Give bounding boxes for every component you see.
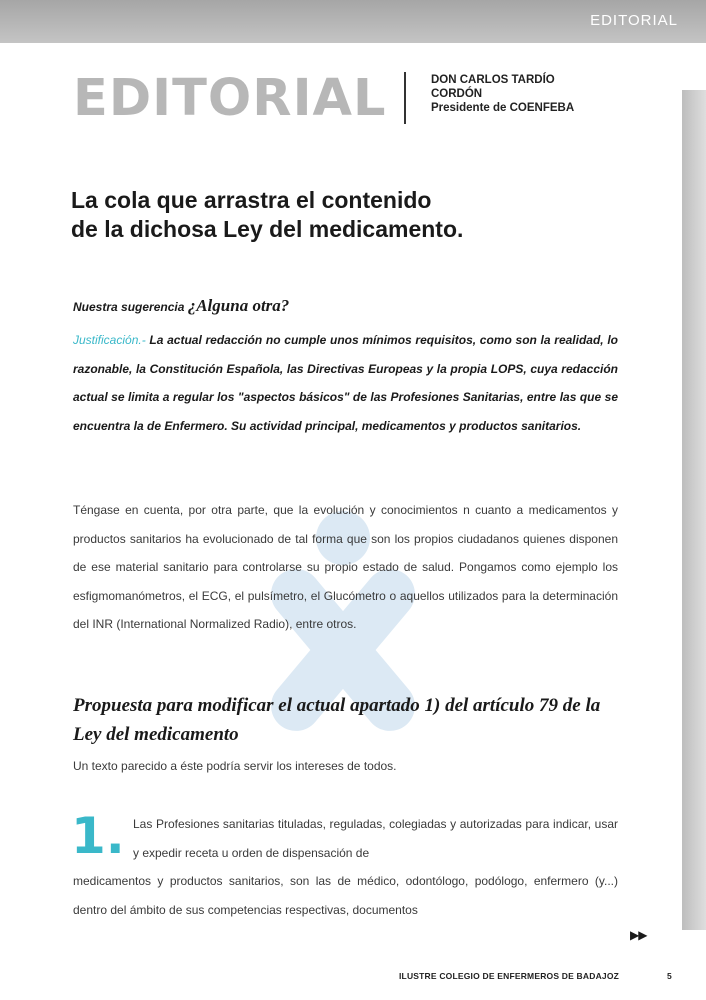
right-edge-bar: [682, 90, 706, 930]
author-role-prefix: Presidente de: [431, 102, 510, 114]
body-paragraph: Téngase en cuenta, por otra parte, que la evolución y conocimientos n cuanto a medicamentos y productos sanitarios ha evolucionado de tal forma que son los propios ciudadanos quienes disponen de ese material sanitario para controlarse su propio estado de salud. Pongamos como ejemplo los esfigmomanómetros, el ECG, el pulsímetro, el Glucómetro o aquellos utilizados para la determinación del INR (International Normalized Radio), entre otros.: [73, 503, 618, 632]
article-first-lines: Las Profesiones sanitarias tituladas, reguladas, colegiadas y autorizadas para indicar, usar y expedir receta u orden de dispensación de: [133, 817, 618, 860]
article-title-line1: La cola que arrastra el contenido: [71, 187, 432, 213]
justification-paragraph: [73, 326, 618, 440]
suggestion-label: Nuestra sugerencia: [73, 300, 188, 314]
justification-label: Justificación.-: [73, 333, 146, 347]
article-continuation: medicamentos y productos sanitarios, son las de médico, odontólogo, podólogo, enfermero (y...) dentro del ámbito de sus competencias respectivas, documentos: [73, 874, 618, 917]
double-arrow-right-icon: ▶▶: [630, 928, 647, 942]
footer-publisher: ILUSTRE COLEGIO DE ENFERMEROS DE BADAJOZ: [399, 971, 620, 981]
author-block: [431, 73, 671, 115]
header-divider: [404, 72, 406, 124]
author-name-line2: CORDÓN: [431, 88, 483, 100]
author-role: [431, 101, 671, 115]
justification-text: La actual redacción no cumple unos mínimos requisitos, como son la realidad, lo razonable, la Constitución Española, las Directivas Europeas y la propia LOPS, cuya redacción actual se limita a regular los "aspectos básicos" de las Profesiones Sanitarias, entre las que se encuentra la de Enfermero. Su actividad principal, medicamentos y productos sanitarios.: [73, 333, 618, 433]
top-banner: [0, 0, 706, 43]
page-number: 5: [667, 971, 672, 981]
article-title-line2: de la dichosa Ley del medicamento.: [71, 216, 464, 242]
article-number: 1.: [71, 807, 125, 865]
editorial-heading: EDITORIAL: [73, 69, 387, 128]
proposal-heading: Propuesta para modificar el actual apartado 1) del artículo 79 de la Ley del medicamento: [73, 695, 601, 745]
suggestion-line: [73, 296, 289, 316]
author-name-line1: DON CARLOS TARDÍO: [431, 74, 555, 86]
suggestion-question: ¿Alguna otra?: [187, 296, 290, 315]
article-title: [71, 186, 631, 244]
section-label: EDITORIAL: [590, 12, 678, 29]
proposal-subtext: Un texto parecido a éste podría servir los intereses de todos.: [73, 759, 397, 773]
author-role-org: COENFEBA: [509, 102, 575, 114]
